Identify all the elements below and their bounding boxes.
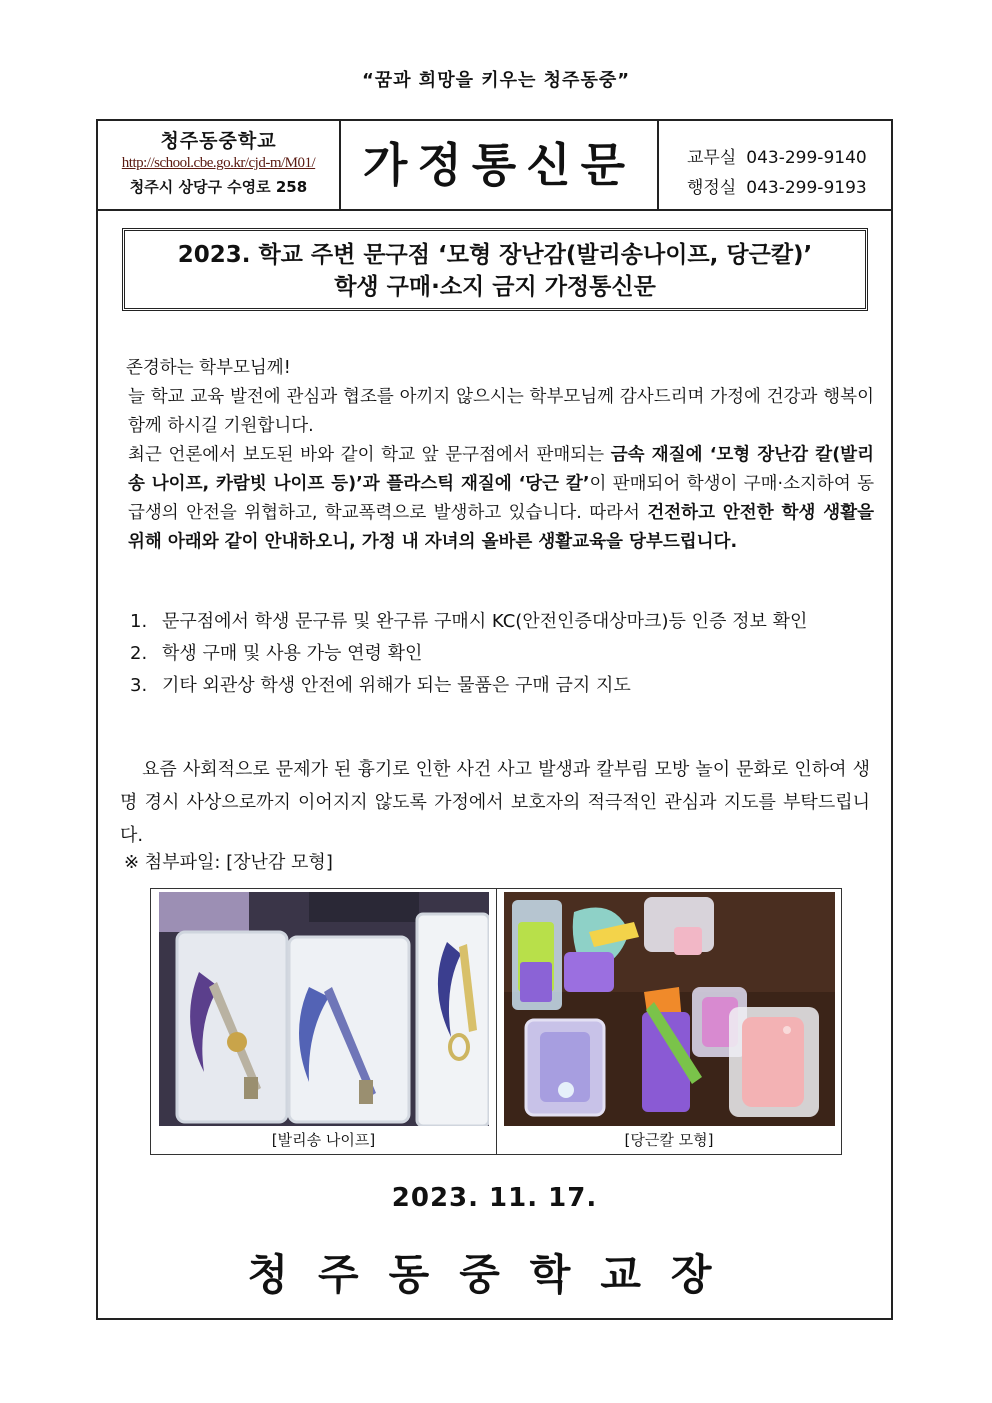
photo-cell-carrot-knife bbox=[497, 889, 841, 1154]
photo-cell-balisong bbox=[151, 889, 497, 1154]
issue-date: 2023. 11. 17. bbox=[391, 1183, 598, 1213]
list-number: 1. bbox=[130, 611, 148, 632]
paragraph-notice bbox=[120, 441, 874, 557]
subject-box bbox=[122, 228, 868, 311]
contact-academic-office bbox=[687, 143, 891, 168]
photo-table bbox=[150, 888, 842, 1155]
contact-label: 교무실 bbox=[687, 148, 737, 168]
list-item bbox=[130, 606, 870, 638]
balisong-knife-photo bbox=[159, 892, 489, 1126]
school-address: 청주시 상당구 수영로 258 bbox=[129, 178, 308, 196]
list-number: 3. bbox=[130, 675, 148, 696]
school-name: 청주동중학교 bbox=[160, 130, 277, 152]
school-url-link[interactable]: http://school.cbe.go.kr/cjd-m/M01/ bbox=[121, 155, 316, 171]
list-text: 기타 외관상 학생 안전에 위해가 되는 물품은 구매 금지 지도 bbox=[162, 675, 631, 696]
subject-line-2: 학생 구매·소지 금지 가정통신문 bbox=[334, 274, 656, 300]
contact-info bbox=[659, 121, 891, 209]
contact-admin-office bbox=[687, 173, 891, 198]
notice-text: 최근 언론에서 보도된 바와 같이 학교 앞 문구점에서 판매되는 bbox=[128, 445, 611, 465]
document-title: 가정통신문 bbox=[362, 138, 636, 192]
list-text: 학생 구매 및 사용 가능 연령 확인 bbox=[162, 643, 423, 664]
newsletter-frame bbox=[96, 119, 893, 1320]
notice-emphasis: 건전하고 안전한 학생 생활을 위해 아래와 같이 안내하오니, 가정 내 자녀의 올바른 생활교육을 당부드립니다. bbox=[128, 503, 875, 552]
list-item bbox=[130, 670, 870, 702]
closing-text: 요즘 사회적으로 문제가 된 흉기로 인한 사건 사고 발생과 칼부림 모방 놀이 문화로 인하여 생명 경시 사상으로까지 이어지지 않도록 가정에서 보호자의 적극적인 관심과 지도를 부탁드립니다. bbox=[120, 759, 870, 846]
list-text: 문구점에서 학생 문구류 및 완구류 구매시 KC(안전인증대상마크)등 인증 정보 확인 bbox=[162, 611, 808, 632]
greeting: 존경하는 학부모님께! bbox=[126, 358, 291, 378]
closing-paragraph bbox=[120, 753, 870, 852]
paragraph-intro: 늘 학교 교육 발전에 관심과 협조를 아끼지 않으시는 학부모님께 감사드리며 가정에 건강과 행복이 함께 하시길 기원합니다. bbox=[128, 387, 874, 436]
photo-caption: [발리송 나이프] bbox=[271, 1131, 376, 1149]
letterhead bbox=[98, 121, 891, 211]
subject-line-1: 2023. 학교 주변 문구점 ‘모형 장난감(발리송나이프, 당근칼)’ bbox=[177, 242, 813, 268]
list-number: 2. bbox=[130, 643, 148, 664]
contact-phone: 043-299-9140 bbox=[746, 148, 867, 168]
notice-text: 이 판매되어 학생이 구매·소지하여 동급생의 안전을 위협하고, 학교폭력으로 발생하고 있습니다. 따라서 bbox=[128, 474, 874, 523]
carrot-knife-photo bbox=[504, 892, 835, 1126]
contact-label: 행정실 bbox=[687, 178, 737, 198]
contact-phone: 043-299-9193 bbox=[746, 178, 867, 198]
school-info bbox=[98, 121, 341, 209]
principal-signature: 청주동중학교장 bbox=[247, 1250, 742, 1299]
title-cell bbox=[341, 121, 659, 209]
notice-emphasis: 금속 재질에 ‘모형 장난감 칼(발리송 나이프, 카람빗 나이프 등)’과 플라스틱 재질에 ‘당근 칼’ bbox=[128, 445, 874, 494]
photo-caption: [당근칼 모형] bbox=[624, 1131, 714, 1149]
attachment-note: ※ 첨부파일: [장난감 모형] bbox=[124, 852, 333, 873]
list-item bbox=[130, 638, 870, 670]
letter-body bbox=[120, 354, 874, 557]
school-motto: “꿈과 희망을 키우는 청주동중” bbox=[361, 70, 631, 91]
guidance-list bbox=[130, 606, 870, 702]
